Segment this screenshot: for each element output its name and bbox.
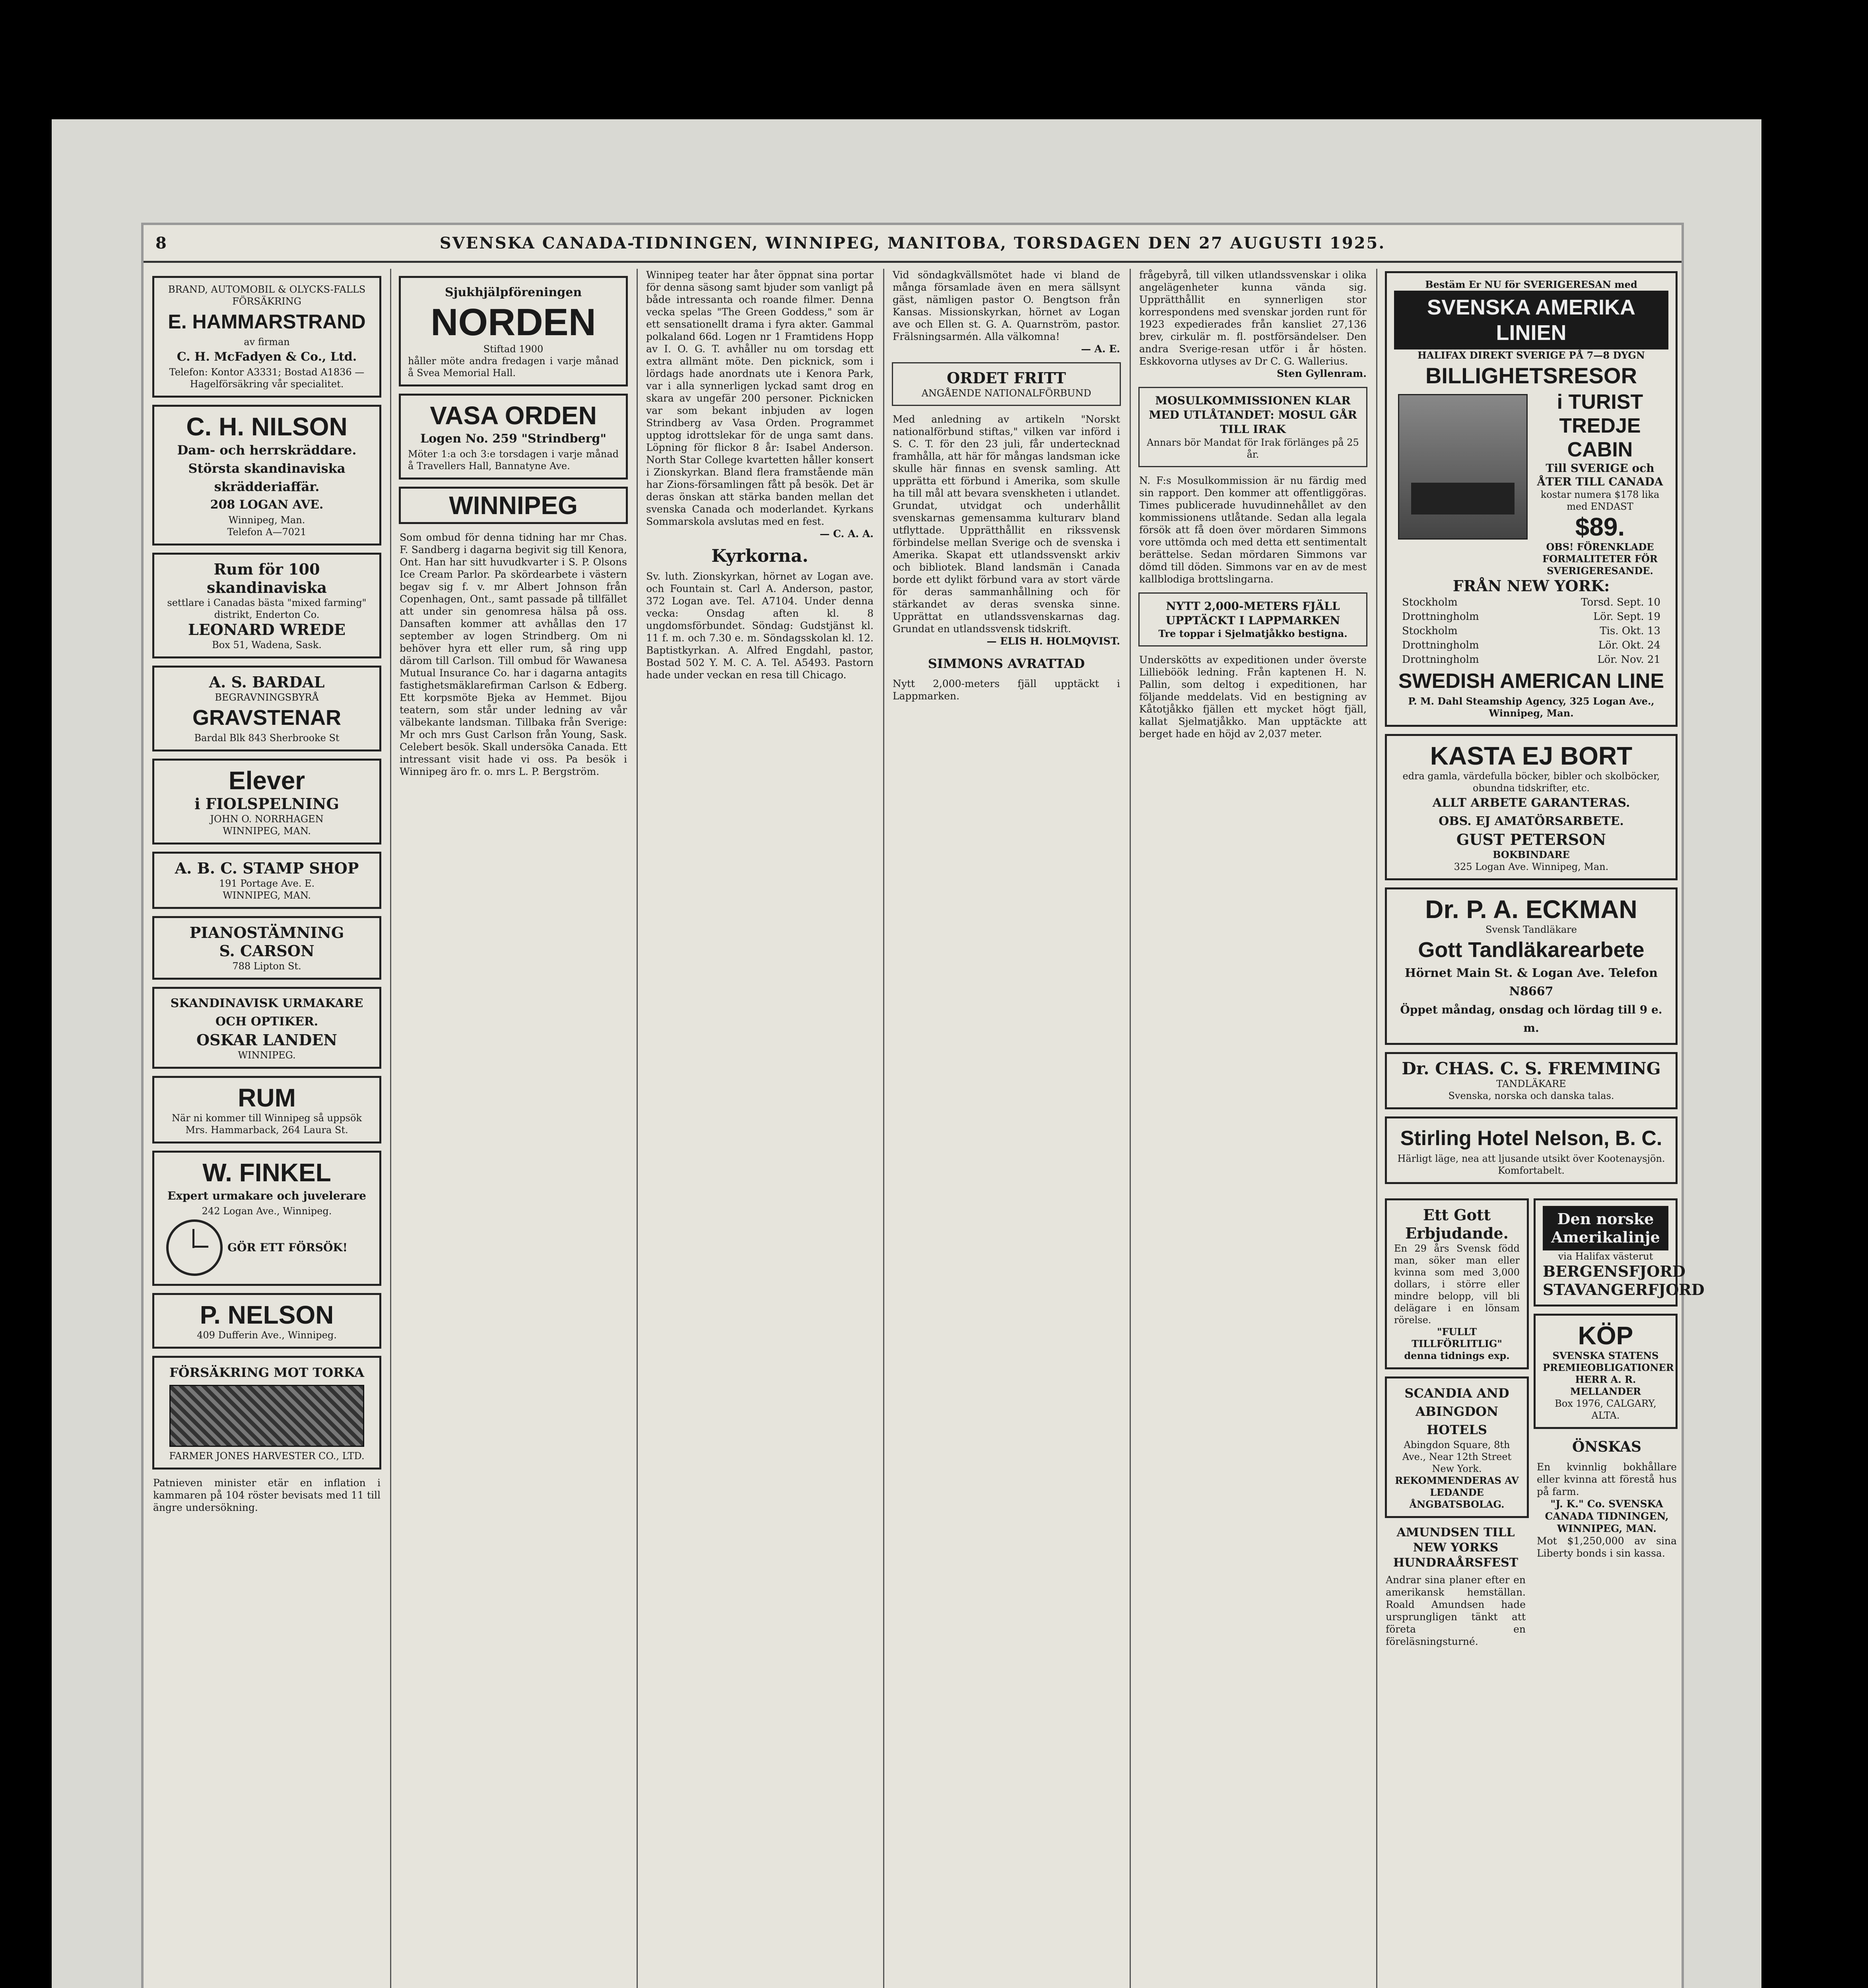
ad-watchmaker: [152, 987, 381, 1069]
ad-text: Möter 1:a och 3:e torsdagen i varje månad å Travellers Hall, Bannatyne Ave.: [408, 448, 619, 472]
masthead-title: SVENSKA CANADA-TIDNINGEN, WINNIPEG, MANITOBA, TORSDAGEN DEN 27 AUGUSTI 1925.: [439, 233, 1386, 252]
ad-name: Dr. P. A. ECKMAN: [1425, 895, 1637, 924]
sailings-heading: FRÅN NEW YORK:: [1452, 577, 1610, 595]
sailing-ship: Stockholm: [1402, 625, 1458, 637]
article-body: frågebyrå, till vilken utlandssvenskar i olika angelägenheter kunna vända sig. Upprätthållit en synnerligen stor korrespondens med svenskar jorden runt för 1923 expedierades från kansliet 27,136 brev, cirkulär m. fl. postförsändelser. Den andra Sverige-resan utför i år hösten. Eskkovorna utlyses av Dr C. G. Wallerius.: [1139, 269, 1367, 367]
ad-company: SWEDISH AMERICAN LINE: [1398, 670, 1664, 693]
ad-norske-amerikalinje: [1534, 1198, 1705, 1307]
sailing-row: [1394, 610, 1668, 624]
ad-footer: "FULLT TILLFÖRLITLIG" denna tidnings exp.: [1404, 1326, 1510, 1361]
ad-address: 788 Lipton St.: [232, 961, 301, 972]
section-title: ÖNSKAS: [1572, 1439, 1642, 1455]
ad-agency: P. M. Dahl Steamship Agency, 325 Logan Ave., Winnipeg, Man.: [1408, 695, 1654, 719]
section-title: Kyrkorna.: [711, 546, 808, 566]
mosul-heading: [1138, 387, 1367, 467]
ad-text: Svenska, norska och danska talas.: [1448, 1090, 1614, 1101]
column-3: [641, 269, 879, 1988]
ad-line: ALLT ARBETE GARANTERAS.: [1432, 796, 1630, 810]
ad-info: Telefon: Kontor A3331; Bostad A1836 — Hagelförsäkring vår specialitet.: [169, 367, 365, 390]
ad-note: Bestäm Er NU för SVERIGERESAN med: [1425, 279, 1637, 290]
ad-box: Box 51, Wadena, Sask.: [212, 639, 322, 650]
ad-sub: av firman: [244, 336, 290, 348]
ad-address: 325 Logan Ave. Winnipeg, Man.: [1454, 861, 1609, 872]
pocket-watch-icon: [166, 1219, 223, 1276]
article-signature: Sten Gyllenram.: [1277, 368, 1367, 379]
ad-rum: [152, 1076, 381, 1143]
page-number: 8: [155, 234, 168, 252]
ad-text: När ni kommer till Winnipeg så uppsök Mrs. Hammarback, 264 Laura St.: [171, 1112, 362, 1136]
ad-nilson: [152, 405, 381, 546]
column-rule: [1130, 269, 1131, 1988]
ad-route: HALIFAX DIREKT SVERIGE PÅ 7—8 DYGN: [1418, 349, 1645, 361]
ad-name: E. HAMMARSTRAND: [168, 311, 366, 333]
section-subtitle: Annars bör Mandat för Irak förlänges på 25 år.: [1147, 437, 1359, 460]
ad-svenska-amerika-linien: [1385, 271, 1678, 727]
ad-title: PIANOSTÄMNING: [189, 924, 344, 942]
ad-name: VASA ORDEN: [430, 401, 597, 430]
ad-kop: [1534, 1314, 1678, 1429]
column-2: [394, 269, 633, 1988]
article-body: Sv. luth. Zionskyrkan, hörnet av Logan ave. och Fountain st. Carl A. Anderson, pastor, 372 Logan ave. Tel. A7104. Under denna vecka: Onsdag aften kl. 8 ungdomsförbundet. Söndag: Gudstjänst kl. 11 f. m. och 7.30 e. m. Söndagsskolan kl. 12. Baptistkyrkan. A. Alfred Engdahl, pastor, Bostad 502 Y. M. C. A. Tel. A5493. Pastorn hade under veckan en resa till Chicago.: [646, 571, 874, 681]
ad-text: edra gamla, värdefulla böcker, bibler och skolböcker, obundna tidskrifter, etc.: [1402, 771, 1660, 794]
column-rule: [1376, 269, 1377, 1988]
sailing-ship: Stockholm: [1402, 596, 1458, 608]
ad-lodge: Logen No. 259 "Strindberg": [420, 432, 606, 446]
ad-norden: [399, 276, 628, 386]
ad-class: i TURIST TREDJE CABIN: [1557, 390, 1643, 461]
ad-name: JOHN O. NORRHAGEN: [210, 813, 324, 825]
ad-sub: SVENSKA STATENS PREMIEOBLIGATIONER: [1543, 1350, 1674, 1373]
section-subtitle: ANGÅENDE NATIONALFÖRBUND: [921, 388, 1091, 399]
sailing-date: Lör. Sept. 19: [1593, 611, 1660, 623]
ad-name: NORDEN: [430, 301, 596, 344]
ad-title: KÖP: [1578, 1321, 1633, 1350]
ad-title: Ett Gott Erbjudande.: [1405, 1206, 1509, 1242]
ad-sub: Expert urmakare och juvelerare: [167, 1189, 366, 1202]
ad-address: 242 Logan Ave., Winnipeg.: [202, 1206, 332, 1217]
ad-address: 191 Portage Ave. E.: [219, 878, 315, 889]
article-body: Underskötts av expeditionen under överste Lillieböök ledning. Från kaptenen H. N. Pallin, som deltog i expeditionen, har följande meddelats. Vid en bestigning av Kåtotjåkko fjällen ett mycket högt fjäll, kallat Sjelmatjåkko. Man upptäckte att berget hade en höjd av 2,037 meter.: [1139, 654, 1367, 740]
ad-address: 409 Dufferin Ave., Winnipeg.: [197, 1330, 337, 1341]
ad-ship: BERGENSFJORD: [1543, 1262, 1685, 1280]
sailings-list: [1394, 595, 1668, 667]
ad-fremming: [1385, 1052, 1678, 1109]
column-rule: [883, 269, 884, 1988]
ad-ship: STAVANGERFJORD: [1543, 1281, 1705, 1299]
ad-address: Bardal Blk 843 Sherbrooke St: [194, 732, 340, 744]
ad-city: Box 1976, CALGARY, ALTA.: [1555, 1398, 1656, 1421]
ad-name: P. NELSON: [200, 1301, 334, 1329]
ad-price: $89.: [1575, 513, 1625, 541]
ad-title: SKANDINAVISK URMAKARE OCH OPTIKER.: [170, 996, 363, 1029]
ad-name: Stirling Hotel Nelson, B. C.: [1400, 1127, 1662, 1150]
column-5: [1134, 269, 1372, 1988]
ad-firm: C. H. McFadyen & Co., Ltd.: [177, 350, 357, 364]
ad-city: WINNIPEG, MAN.: [223, 890, 311, 901]
ad-sub: Svensk Tandläkare: [1485, 924, 1577, 935]
newspaper-page: [141, 223, 1705, 1988]
ad-phone: Telefon A—7021: [227, 526, 307, 538]
ad-row-lower: [1380, 1191, 1705, 1648]
ad-title: RUM: [238, 1083, 296, 1112]
ad-address: "J. K." Co. SVENSKA CANADA TIDNINGEN, WINNIPEG, MAN.: [1545, 1498, 1669, 1534]
ad-name: Dr. CHAS. C. S. FREMMING: [1402, 1059, 1661, 1078]
ad-name: C. H. NILSON: [186, 412, 348, 441]
ad-sub: BEGRAVNINGSBYRÅ: [215, 692, 319, 703]
ad-company: FARMER JONES HARVESTER CO., LTD.: [169, 1450, 365, 1462]
ad-line: Största skandinaviska skrädderiaffär.: [188, 461, 346, 494]
section-title: WINNIPEG: [449, 491, 578, 520]
ad-stamp: [152, 852, 381, 909]
column-4: [887, 269, 1126, 1988]
ad-finkel: [152, 1151, 381, 1286]
sailing-ship: Drottningholm: [1402, 639, 1479, 651]
ad-headline: BILLIGHETSRESOR: [1425, 363, 1637, 388]
article-body: Andrar sina planer efter en amerikansk hemställan. Roald Amundsen hade ursprungligen tänkt att företa en föreläsningsturné.: [1386, 1574, 1526, 1647]
ad-title: SCANDIA AND ABINGDON HOTELS: [1404, 1386, 1509, 1437]
ad-text: En 29 års Svensk född man, söker man eller kvinna som med 3,000 dollars, i större eller mindre belopp, vill bli delägare i en lönsam rörelse.: [1394, 1243, 1520, 1326]
ad-erbjudande: [1385, 1198, 1529, 1369]
ad-hours: Öppet måndag, onsdag och lördag till 9 e. m.: [1400, 1003, 1662, 1035]
masthead: [144, 225, 1682, 263]
ad-address: Hörnet Main St. & Logan Ave. Telefon N8667: [1404, 966, 1658, 998]
ad-name: GUST PETERSON: [1456, 831, 1606, 848]
ad-title: FÖRSÄKRING MOT TORKA: [169, 1365, 365, 1380]
ad-name: S. CARSON: [219, 942, 315, 960]
ad-line: OBS. EJ AMATÖRSARBETE.: [1439, 814, 1624, 828]
ad-obs: OBS! FÖRENKLADE FORMALITETER FÖR SVERIGERESANDE.: [1542, 541, 1658, 577]
sailing-date: Lör. Nov. 21: [1597, 654, 1660, 666]
ad-eckman: [1385, 887, 1678, 1045]
ad-city: WINNIPEG, MAN.: [223, 825, 311, 837]
ad-violin: [152, 759, 381, 845]
ad-address: Abingdon Square, 8th Ave., Near 12th Street New York.: [1402, 1439, 1512, 1474]
ad-title: Elever: [228, 766, 305, 795]
sailing-date: Torsd. Sept. 10: [1581, 596, 1660, 608]
ad-founded: Stiftad 1900: [483, 344, 544, 355]
sailing-date: Lör. Okt. 24: [1598, 639, 1660, 651]
fjall-heading: [1138, 592, 1367, 646]
sailing-row: [1394, 638, 1668, 652]
article-body: Som ombud för denna tidning har mr Chas. F. Sandberg i dagarna begivit sig till Kenora, Ont. Han har sitt huvudkvarter i S. P. Olsons Ice Cream Parlor. Pa skördearbete i västern begav sig f. v. mr Albert Johnson från Copenhagen, Ont., samt passade på tillfället att under sin genomresa hälsa på oss. Dansaften kommer att avhållas den 17 september av logen Strindberg. Om ni behöver hyra ett eller rum, så ring upp därom till Carlson. Till ombud för Wawanesa Mutual Insurance Co. har i dagarna antagits fastighetsmäklarefirman Carlson & Edberg. Ett korpsmöte Bjeka av Hemmet. Bijou teatern, som står under ledning av vår välbekante landsman. Tillbaka från Sverige: Mr och mrs Gust Carlson från Young, Sask. Celebert besök. Skall undersöka Canada. Ett intressant visit hade vi oss. Pa besök i Winnipeg äro fr. o. mrs L. P. Bergström.: [400, 532, 627, 777]
ad-title: KASTA EJ BORT: [1430, 742, 1633, 770]
section-title: ORDET FRITT: [947, 369, 1066, 387]
ad-title: Sjukhjälpföreningen: [445, 285, 582, 299]
sailing-ship: Drottningholm: [1402, 611, 1479, 623]
ad-pnelson: [152, 1293, 381, 1349]
ad-sub: via Halifax västerut: [1558, 1251, 1653, 1262]
ad-land: [152, 553, 381, 658]
column-rule: [390, 269, 391, 1988]
ad-forsakring: [152, 1356, 381, 1470]
ad-stirling: [1385, 1116, 1678, 1184]
ad-slogan: GÖR ETT FÖRSÖK!: [227, 1241, 348, 1254]
ad-price-note: kostar numera $178 lika med ENDAST: [1540, 489, 1660, 512]
article-body: Winnipeg teater har åter öppnat sina portar för denna säsong samt bjuder som vanligt på både intressanta och roande filmer. Denna vecka spelas "The Green Goddess," som är ett sensationellt drama i fyra akter. Gammal polkaland 66d. Logen nr 1 Framtidens Hopp av I. O. G. T. avhåller nu om torsdag ett extra allmänt möte. Den picknick, som i lördags hade anordnats ute i Kenora Park, var i alla synnerligen lyckad samt drog en skara av ungefär 200 personer. Picknicken var som bekant inbjuden av logen Strindberg av Vasa Orden. Programmet upptog idrottslekar för de unga samt dans. Löpning för flickor 8 år: Isabel Anderson. North Star College kvartetten håller konsert i Zionskyrkan. Bland flera framstående män har Zions-församlingen fått på besök. Det är deras önskan att stärka banden mellan det svenska Canada och moderlandet. Kyrkans Sommarskola avslutas med en fest.: [646, 269, 874, 527]
ad-title: Rum för 100 skandinaviska: [206, 560, 327, 596]
ad-insurance: [152, 276, 381, 398]
ad-scandia: [1385, 1376, 1529, 1518]
section-title: AMUNDSEN TILL NEW YORKS HUNDRAÅRSFEST: [1393, 1526, 1518, 1570]
ad-city: WINNIPEG.: [238, 1050, 296, 1061]
sailing-row: [1394, 595, 1668, 610]
ad-sub: TANDLÄKARE: [1496, 1078, 1566, 1089]
column-footer-text: Patnieven minister etär en inflation i kammaren på 104 röster bevisats med 11 till ängre undersökning.: [153, 1477, 381, 1513]
ad-title: GRAVSTENAR: [192, 706, 342, 730]
article-signature: — ELIS H. HOLMQVIST.: [986, 635, 1120, 647]
article-body: N. F:s Mosulkommission är nu färdig med sin rapport. Den kommer att offentliggöras. Times publicerade huvudinnehållet av den kommissionens utlåtande. Sedan alla legala försök att få doen över mördaren Simmons vore uttömda och med detta ett sentimentalt berättelse. Sedan mördaren Simmons var dömd till döden. Simmons var en av de mest kallblodiga brottslingarna.: [1139, 475, 1367, 585]
ad-bardal: [152, 666, 381, 751]
section-title: SIMMONS AVRATTAD: [928, 656, 1085, 671]
ocean-liner-illustration: [1398, 394, 1528, 540]
ad-destination: Till SVERIGE och ÅTER TILL CANADA: [1537, 462, 1663, 488]
ad-text: settlare i Canadas bästa "mixed farming" distrikt, Enderton Co.: [167, 597, 367, 620]
section-title: NYTT 2,000-METERS FJÄLL UPPTÄCKT I LAPPMARKEN: [1165, 600, 1340, 627]
ordet-fritt-heading: [892, 362, 1121, 406]
ad-title: Den norske Amerikalinje: [1543, 1206, 1668, 1250]
ad-headline: Gott Tandläkarearbete: [1418, 938, 1645, 962]
ad-name: HERR A. R. MELLANDER: [1570, 1374, 1641, 1397]
column-ads-left: [148, 269, 386, 1988]
ad-text: Härligt läge, nea att ljusande utsikt över Kootenaysjön. Komfortabelt.: [1397, 1153, 1665, 1176]
ad-name: A. B. C. STAMP SHOP: [175, 859, 359, 877]
ad-sub: i FIOLSPELNING: [194, 795, 339, 813]
ad-line: Dam- och herrskräddare.: [177, 443, 357, 458]
column-ads-right: [1380, 269, 1705, 1988]
ad-name: OSKAR LANDEN: [196, 1031, 337, 1049]
sailing-row: [1394, 624, 1668, 638]
ad-name: W. FINKEL: [202, 1158, 331, 1187]
harvester-illustration: [169, 1385, 364, 1447]
ad-trade: BOKBINDARE: [1493, 849, 1570, 860]
section-subtitle: Tre toppar i Sjelmatjåkko bestigna.: [1158, 628, 1348, 639]
ad-text: REKOMMENDERAS AV LEDANDE ÅNGBATSBOLAG.: [1395, 1475, 1519, 1510]
section-title: MOSULKOMMISSIONEN KLAR MED UTLÅTANDET: MOSUL GÅR TILL IRAK: [1149, 394, 1357, 436]
ad-name: LEONARD WREDE: [188, 621, 346, 639]
winnipeg-heading-box: [399, 487, 628, 524]
ad-name: A. S. BARDAL: [209, 673, 325, 691]
sailing-row: [1394, 652, 1668, 667]
ad-text: håller möte andra fredagen i varje månad å Svea Memorial Hall.: [408, 355, 619, 379]
article-body: En kvinnlig bokhållare eller kvinna att förestå hus på farm.: [1537, 1461, 1677, 1497]
article-signature: — C. A. A.: [819, 528, 874, 540]
sailing-date: Tis. Okt. 13: [1600, 625, 1660, 637]
article-body: Nytt 2,000-meters fjäll upptäckt i Lappmarken.: [893, 678, 1120, 702]
article-body: Mot $1,250,000 av sina Liberty bonds i sin kassa.: [1537, 1535, 1677, 1559]
ad-kasta-ej-bort: [1385, 734, 1678, 880]
article-signature: — A. E.: [1081, 343, 1120, 355]
ad-piano: [152, 916, 381, 980]
ad-vasa: [399, 394, 628, 480]
sailing-ship: Drottningholm: [1402, 654, 1479, 666]
ad-shipping-line: SVENSKA AMERIKA LINIEN: [1394, 291, 1668, 349]
ad-header: BRAND, AUTOMOBIL & OLYCKS-FALLS FÖRSÄKRING: [168, 284, 366, 307]
ad-address: 208 LOGAN AVE.: [210, 498, 324, 512]
ad-city: Winnipeg, Man.: [228, 514, 305, 526]
article-body: Med anledning av artikeln "Norskt nationalförbund stiftas," vilken var införd i S. C. T. för den 23 juli, får undertecknad framhålla, att här för mångas landsman icke skulle här finnas en svensk samling. Att upprätta ett förbund i Amerika, som skulle ha till mål att bevara svenskheten i utlandet. Grundat, utvidgat och underhållit svenskarnas gemensamma kulturarv bland utflyttade. Upprätthållit en rikssvensk förbindelse mellan Sverige och de svenska i Amerika. Skapat ett utlandssvenskt arkiv och bibliotek. Bland landsmän i Canada borde ett dylikt förbund vara av stort värde för deras sammanhållning och för stärkandet av deras svenska sinne. Upprättat en utlandssvenskarnas dag. Grundat en utlandssvensk tidskrift.: [893, 414, 1120, 635]
article-body: Vid söndagkvällsmötet hade vi bland de många församlade även en mera sällsynt gäst, nämligen pastor O. Bengtson från Kansas. Missionskyrkan, hörnet av Logan ave och Ellen st. G. A. Quarnström, pastor. Frälsningsarmén. Alla välkomna!: [893, 269, 1120, 342]
column-rule: [637, 269, 638, 1988]
